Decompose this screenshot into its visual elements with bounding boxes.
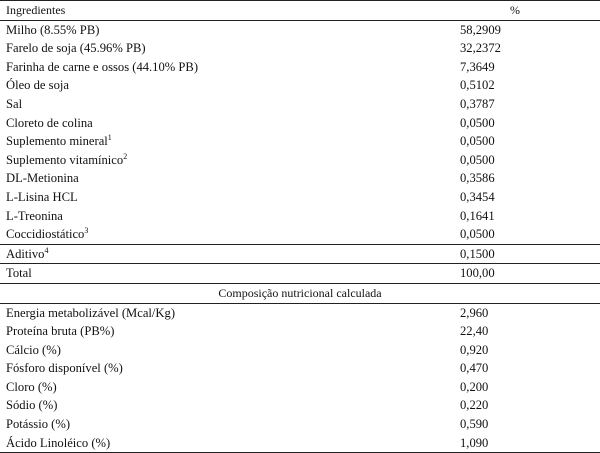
table-row bbox=[0, 396, 600, 415]
table-row bbox=[0, 359, 600, 378]
table-row bbox=[0, 132, 600, 151]
row-label: Energia metabolizável (Mcal/Kg) bbox=[6, 305, 176, 320]
row-value: 0,0500 bbox=[460, 134, 495, 149]
row-value: 0,220 bbox=[460, 398, 489, 413]
row-value: 0,1641 bbox=[460, 208, 495, 223]
section-title: Composição nutricional calculada bbox=[0, 283, 600, 303]
row-value: 1,090 bbox=[436, 434, 600, 453]
table-row bbox=[0, 434, 600, 453]
table-row bbox=[0, 114, 600, 133]
ingredient-rows bbox=[0, 20, 600, 244]
footnote-marker: 2 bbox=[123, 151, 128, 161]
table-row bbox=[0, 415, 600, 434]
table-row bbox=[0, 207, 600, 226]
row-value: 0,590 bbox=[460, 417, 489, 432]
additive-row bbox=[0, 244, 600, 264]
footnote-marker: 4 bbox=[44, 245, 49, 255]
row-value: 2,960 bbox=[460, 305, 489, 320]
row-value: 32,2372 bbox=[460, 41, 501, 56]
row-label: Potássio (%) bbox=[6, 417, 71, 432]
row-value: 0,920 bbox=[460, 342, 489, 357]
table-row bbox=[0, 341, 600, 360]
row-label: Proteína bruta (PB%) bbox=[6, 324, 115, 339]
table-row bbox=[0, 303, 600, 322]
row-label: DL-Metionina bbox=[6, 171, 79, 186]
total-value: 100,00 bbox=[436, 264, 600, 284]
row-value: 0,3454 bbox=[460, 189, 495, 204]
section-header-row bbox=[0, 283, 600, 303]
row-value: 0,0500 bbox=[460, 227, 495, 242]
row-value: 58,2909 bbox=[460, 22, 501, 37]
table-row bbox=[0, 58, 600, 77]
header-ingredients: Ingredientes bbox=[0, 1, 436, 21]
row-label: L-Treonina bbox=[6, 208, 63, 223]
nutrition-rows bbox=[0, 303, 600, 453]
row-label: Sal bbox=[6, 96, 23, 111]
table-row bbox=[0, 151, 600, 170]
row-label: Ácido Linoléico (%) bbox=[0, 434, 436, 453]
additive-value: 0,1500 bbox=[436, 244, 600, 264]
row-label: Cloro (%) bbox=[6, 379, 57, 394]
table-row bbox=[0, 225, 600, 244]
total-row bbox=[0, 264, 600, 284]
row-value: 0,0500 bbox=[460, 115, 495, 130]
table-row bbox=[0, 76, 600, 95]
header-percent: % bbox=[436, 1, 600, 21]
row-value: 22,40 bbox=[460, 324, 489, 339]
table-row bbox=[0, 169, 600, 188]
table-row bbox=[0, 378, 600, 397]
row-label: Suplemento vitamínico$^2$ bbox=[6, 151, 128, 167]
row-label: Sódio (%) bbox=[6, 398, 58, 413]
row-label: Cloreto de colina bbox=[6, 115, 93, 130]
row-value: 0,3586 bbox=[460, 171, 495, 186]
row-label: Suplemento mineral$^1$ bbox=[6, 133, 112, 149]
table-row bbox=[0, 20, 600, 39]
additive-name: Aditivo$^4$ bbox=[0, 244, 436, 264]
row-value: 0,5102 bbox=[460, 78, 495, 93]
row-label: Farelo de soja (45.96% PB) bbox=[6, 41, 146, 56]
total-label: Total bbox=[0, 264, 436, 284]
row-label: Coccidiostático$^3$ bbox=[6, 226, 89, 242]
row-label: Fósforo disponível (%) bbox=[6, 361, 123, 376]
row-value: 7,3649 bbox=[460, 59, 495, 74]
row-value: 0,3787 bbox=[460, 96, 495, 111]
row-label: L-Lisina HCL bbox=[6, 189, 78, 204]
table-row bbox=[0, 39, 600, 58]
footnote-marker: 1 bbox=[107, 133, 112, 143]
header-row bbox=[0, 1, 600, 21]
row-value: 0,470 bbox=[460, 361, 489, 376]
row-value: 0,0500 bbox=[460, 152, 495, 167]
row-label: Milho (8.55% PB) bbox=[6, 22, 100, 37]
row-label: Óleo de soja bbox=[6, 78, 69, 93]
table-row bbox=[0, 322, 600, 341]
row-value: 0,200 bbox=[460, 379, 489, 394]
row-label: Farinha de carne e ossos (44.10% PB) bbox=[6, 59, 199, 74]
row-label: Cálcio (%) bbox=[6, 342, 61, 357]
table-row bbox=[0, 188, 600, 207]
table-row bbox=[0, 95, 600, 114]
footnote-marker: 3 bbox=[84, 226, 89, 236]
